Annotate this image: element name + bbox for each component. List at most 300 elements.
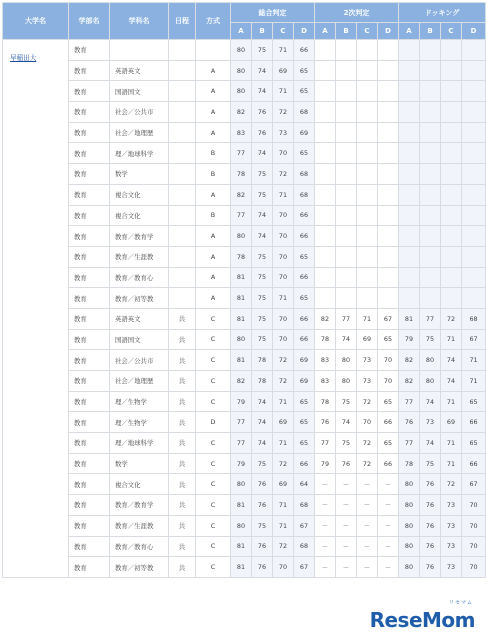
faculty-cell: 教育	[69, 184, 110, 205]
overall-score-d: 65	[294, 433, 315, 454]
second-score-c: －	[357, 474, 378, 495]
docking-score-a: 77	[399, 433, 420, 454]
schedule-cell: 共	[169, 453, 196, 474]
table-row	[3, 40, 486, 61]
docking-score-d	[462, 143, 486, 164]
docking-score-b: 80	[420, 350, 441, 371]
department-cell: 理／地球科学	[110, 143, 169, 164]
overall-score-c: 70	[273, 329, 294, 350]
docking-score-d	[462, 81, 486, 102]
docking-score-c	[441, 60, 462, 81]
overall-score-b: 76	[252, 474, 273, 495]
overall-score-a: 80	[231, 60, 252, 81]
faculty-cell: 教育	[69, 412, 110, 433]
faculty-cell: 教育	[69, 81, 110, 102]
docking-score-b	[420, 205, 441, 226]
docking-score-b: 75	[420, 329, 441, 350]
department-cell: 教育／教育学	[110, 226, 169, 247]
docking-score-d	[462, 267, 486, 288]
header-sub-c: C	[357, 23, 378, 40]
overall-score-d: 66	[294, 226, 315, 247]
second-score-a	[315, 184, 336, 205]
second-score-c: 73	[357, 371, 378, 392]
overall-score-b: 75	[252, 288, 273, 309]
second-score-b: 74	[336, 412, 357, 433]
header-sub-b: B	[336, 23, 357, 40]
second-score-d	[378, 267, 399, 288]
overall-score-d: 65	[294, 246, 315, 267]
docking-score-b	[420, 267, 441, 288]
docking-score-c: 72	[441, 474, 462, 495]
table-row	[3, 371, 486, 392]
method-cell: B	[196, 205, 231, 226]
docking-score-b: 75	[420, 453, 441, 474]
second-score-d: －	[378, 557, 399, 578]
docking-score-b: 76	[420, 536, 441, 557]
overall-score-a: 77	[231, 433, 252, 454]
schedule-cell	[169, 143, 196, 164]
table-row	[3, 557, 486, 578]
overall-score-c: 71	[273, 515, 294, 536]
second-score-b: －	[336, 557, 357, 578]
faculty-cell: 教育	[69, 267, 110, 288]
table-row	[3, 184, 486, 205]
overall-score-c: 71	[273, 391, 294, 412]
docking-score-a: 80	[399, 474, 420, 495]
overall-score-b: 75	[252, 164, 273, 185]
logo-ruby: リセマム	[449, 600, 473, 606]
overall-score-b: 74	[252, 412, 273, 433]
docking-score-c: 74	[441, 350, 462, 371]
docking-score-d: 67	[462, 474, 486, 495]
table-row	[3, 60, 486, 81]
docking-score-c	[441, 143, 462, 164]
overall-score-d: 68	[294, 102, 315, 123]
overall-score-d: 66	[294, 308, 315, 329]
overall-score-d: 66	[294, 453, 315, 474]
docking-score-b: 73	[420, 412, 441, 433]
schedule-cell: 共	[169, 371, 196, 392]
second-score-c: 72	[357, 433, 378, 454]
overall-score-a: 80	[231, 515, 252, 536]
second-score-a: 76	[315, 412, 336, 433]
faculty-cell: 教育	[69, 143, 110, 164]
overall-score-d: 65	[294, 391, 315, 412]
overall-score-a: 81	[231, 557, 252, 578]
second-score-a: 82	[315, 308, 336, 329]
docking-score-d	[462, 102, 486, 123]
department-cell: 社会／地理歴	[110, 371, 169, 392]
second-score-a: 78	[315, 329, 336, 350]
second-score-b	[336, 184, 357, 205]
method-cell: A	[196, 184, 231, 205]
second-score-c	[357, 122, 378, 143]
second-score-d	[378, 184, 399, 205]
second-score-a	[315, 122, 336, 143]
table-row	[3, 391, 486, 412]
logo-text: ReseMom	[369, 608, 475, 632]
second-score-a	[315, 288, 336, 309]
second-score-c: 70	[357, 412, 378, 433]
overall-score-c: 70	[273, 308, 294, 329]
overall-score-d: 68	[294, 164, 315, 185]
table-row	[3, 329, 486, 350]
docking-score-a: 79	[399, 329, 420, 350]
table-row	[3, 267, 486, 288]
schedule-cell: 共	[169, 536, 196, 557]
schedule-cell	[169, 246, 196, 267]
second-score-b: －	[336, 536, 357, 557]
docking-score-c: 73	[441, 495, 462, 516]
table-row	[3, 350, 486, 371]
department-cell	[110, 40, 169, 61]
overall-score-d: 65	[294, 288, 315, 309]
overall-score-d: 65	[294, 60, 315, 81]
docking-score-b: 76	[420, 474, 441, 495]
faculty-cell: 教育	[69, 433, 110, 454]
method-cell: A	[196, 102, 231, 123]
table-header	[3, 3, 486, 40]
schedule-cell: 共	[169, 308, 196, 329]
second-score-c	[357, 164, 378, 185]
schedule-cell: 共	[169, 557, 196, 578]
overall-score-b: 75	[252, 308, 273, 329]
department-cell: 理／生物学	[110, 391, 169, 412]
method-cell: D	[196, 412, 231, 433]
second-score-b	[336, 246, 357, 267]
table-row	[3, 81, 486, 102]
method-cell: C	[196, 350, 231, 371]
schedule-cell	[169, 60, 196, 81]
docking-score-a: 81	[399, 308, 420, 329]
overall-score-c: 72	[273, 453, 294, 474]
overall-score-a: 81	[231, 288, 252, 309]
overall-score-a: 80	[231, 474, 252, 495]
second-score-a	[315, 143, 336, 164]
faculty-cell: 教育	[69, 102, 110, 123]
header-department: 学科名	[110, 3, 169, 40]
docking-score-c: 73	[441, 536, 462, 557]
method-cell: A	[196, 246, 231, 267]
department-cell: 複合文化	[110, 474, 169, 495]
overall-score-d: 68	[294, 495, 315, 516]
overall-score-b: 74	[252, 391, 273, 412]
second-score-c	[357, 60, 378, 81]
department-cell: 理／地球科学	[110, 433, 169, 454]
second-score-b	[336, 205, 357, 226]
faculty-cell: 教育	[69, 371, 110, 392]
department-cell: 英語英文	[110, 308, 169, 329]
second-score-b	[336, 143, 357, 164]
method-cell: C	[196, 557, 231, 578]
schedule-cell	[169, 205, 196, 226]
docking-score-b	[420, 246, 441, 267]
docking-score-a	[399, 40, 420, 61]
overall-score-c: 70	[273, 557, 294, 578]
table-row	[3, 102, 486, 123]
second-score-a	[315, 246, 336, 267]
faculty-cell: 教育	[69, 536, 110, 557]
docking-score-d: 71	[462, 371, 486, 392]
method-cell: C	[196, 433, 231, 454]
docking-score-d: 70	[462, 536, 486, 557]
second-score-b: 76	[336, 453, 357, 474]
docking-score-a: 82	[399, 350, 420, 371]
method-cell: A	[196, 267, 231, 288]
schedule-cell: 共	[169, 495, 196, 516]
docking-score-c: 71	[441, 391, 462, 412]
department-cell: 教育／生涯教	[110, 246, 169, 267]
docking-score-d: 68	[462, 308, 486, 329]
docking-score-d: 65	[462, 391, 486, 412]
department-cell: 数学	[110, 164, 169, 185]
second-score-a: －	[315, 474, 336, 495]
second-score-a: 77	[315, 433, 336, 454]
overall-score-c: 72	[273, 102, 294, 123]
docking-score-d	[462, 122, 486, 143]
docking-score-c: 72	[441, 308, 462, 329]
overall-score-b: 78	[252, 350, 273, 371]
table-body	[3, 40, 486, 578]
table-row	[3, 495, 486, 516]
overall-score-d: 67	[294, 515, 315, 536]
overall-score-a: 77	[231, 412, 252, 433]
header-sub-a: A	[231, 23, 252, 40]
docking-score-a	[399, 122, 420, 143]
second-score-d	[378, 226, 399, 247]
score-table-container	[2, 2, 485, 578]
docking-score-c: 71	[441, 329, 462, 350]
schedule-cell: 共	[169, 391, 196, 412]
department-cell: 複合文化	[110, 184, 169, 205]
second-score-b	[336, 60, 357, 81]
docking-score-c: 71	[441, 453, 462, 474]
schedule-cell: 共	[169, 350, 196, 371]
docking-score-c	[441, 226, 462, 247]
method-cell: A	[196, 226, 231, 247]
faculty-cell: 教育	[69, 226, 110, 247]
schedule-cell	[169, 122, 196, 143]
docking-score-b: 77	[420, 308, 441, 329]
second-score-a: 83	[315, 350, 336, 371]
docking-score-b	[420, 184, 441, 205]
second-score-c: 73	[357, 350, 378, 371]
second-score-d	[378, 81, 399, 102]
docking-score-d: 70	[462, 557, 486, 578]
second-score-d: 66	[378, 453, 399, 474]
header-sub-d: D	[294, 23, 315, 40]
overall-score-a: 81	[231, 267, 252, 288]
docking-score-d	[462, 226, 486, 247]
schedule-cell: 共	[169, 329, 196, 350]
second-score-a	[315, 205, 336, 226]
docking-score-d: 66	[462, 412, 486, 433]
second-score-b	[336, 102, 357, 123]
docking-score-d	[462, 184, 486, 205]
overall-score-c: 72	[273, 536, 294, 557]
university-cell	[3, 40, 69, 578]
header-sub-c: C	[273, 23, 294, 40]
docking-score-d: 70	[462, 495, 486, 516]
docking-score-c	[441, 288, 462, 309]
faculty-cell: 教育	[69, 495, 110, 516]
department-cell: 教育／教育心	[110, 536, 169, 557]
header-sub-d: D	[462, 23, 486, 40]
docking-score-c: 71	[441, 433, 462, 454]
docking-score-a	[399, 184, 420, 205]
schedule-cell	[169, 267, 196, 288]
faculty-cell: 教育	[69, 288, 110, 309]
overall-score-a: 79	[231, 391, 252, 412]
department-cell: 社会／公共市	[110, 350, 169, 371]
docking-score-c	[441, 122, 462, 143]
docking-score-c	[441, 246, 462, 267]
university-link[interactable]: 早稲田大	[10, 54, 37, 62]
second-score-a	[315, 81, 336, 102]
method-cell: C	[196, 371, 231, 392]
second-score-b	[336, 267, 357, 288]
schedule-cell	[169, 40, 196, 61]
second-score-b	[336, 288, 357, 309]
docking-score-c: 69	[441, 412, 462, 433]
overall-score-d: 69	[294, 122, 315, 143]
second-score-d	[378, 102, 399, 123]
method-cell: C	[196, 536, 231, 557]
overall-score-c: 70	[273, 205, 294, 226]
score-table	[2, 2, 486, 578]
table-row	[3, 453, 486, 474]
table-row	[3, 288, 486, 309]
docking-score-a: 77	[399, 391, 420, 412]
method-cell: B	[196, 164, 231, 185]
overall-score-a: 81	[231, 308, 252, 329]
second-score-d: 65	[378, 329, 399, 350]
second-score-b: －	[336, 474, 357, 495]
second-score-c	[357, 267, 378, 288]
schedule-cell: 共	[169, 412, 196, 433]
docking-score-a: 76	[399, 412, 420, 433]
schedule-cell	[169, 226, 196, 247]
second-score-d: 65	[378, 433, 399, 454]
second-score-d: 70	[378, 350, 399, 371]
docking-score-d	[462, 205, 486, 226]
overall-score-a: 81	[231, 350, 252, 371]
overall-score-a: 79	[231, 453, 252, 474]
table-row	[3, 246, 486, 267]
second-score-a: 83	[315, 371, 336, 392]
overall-score-b: 76	[252, 122, 273, 143]
second-score-a: －	[315, 557, 336, 578]
second-score-c	[357, 226, 378, 247]
second-score-a	[315, 267, 336, 288]
second-score-d	[378, 246, 399, 267]
second-score-b	[336, 81, 357, 102]
docking-score-d	[462, 246, 486, 267]
docking-score-a: 80	[399, 557, 420, 578]
overall-score-a: 81	[231, 536, 252, 557]
department-cell: 国語国文	[110, 81, 169, 102]
docking-score-b	[420, 143, 441, 164]
method-cell: A	[196, 288, 231, 309]
overall-score-c: 71	[273, 495, 294, 516]
second-score-c	[357, 102, 378, 123]
overall-score-b: 76	[252, 536, 273, 557]
table-row	[3, 226, 486, 247]
docking-score-a: 78	[399, 453, 420, 474]
faculty-cell: 教育	[69, 329, 110, 350]
second-score-c	[357, 143, 378, 164]
docking-score-a	[399, 205, 420, 226]
faculty-cell: 教育	[69, 453, 110, 474]
department-cell: 教育／教育心	[110, 267, 169, 288]
overall-score-b: 75	[252, 453, 273, 474]
second-score-a: －	[315, 495, 336, 516]
second-score-d: 66	[378, 412, 399, 433]
overall-score-b: 75	[252, 329, 273, 350]
second-score-b	[336, 226, 357, 247]
second-score-a	[315, 164, 336, 185]
overall-score-b: 76	[252, 102, 273, 123]
second-score-d	[378, 40, 399, 61]
method-cell: C	[196, 515, 231, 536]
second-score-d: 65	[378, 391, 399, 412]
docking-score-b	[420, 122, 441, 143]
second-score-d: 70	[378, 371, 399, 392]
method-cell: A	[196, 81, 231, 102]
docking-score-a: 80	[399, 536, 420, 557]
overall-score-a: 80	[231, 81, 252, 102]
overall-score-c: 71	[273, 433, 294, 454]
department-cell: 教育／初等教	[110, 557, 169, 578]
overall-score-b: 75	[252, 184, 273, 205]
second-score-a	[315, 102, 336, 123]
overall-score-b: 76	[252, 495, 273, 516]
department-cell: 社会／公共市	[110, 102, 169, 123]
docking-score-a	[399, 246, 420, 267]
overall-score-b: 74	[252, 433, 273, 454]
docking-score-b	[420, 60, 441, 81]
header-faculty: 学部名	[69, 3, 110, 40]
second-score-a	[315, 60, 336, 81]
second-score-d: －	[378, 536, 399, 557]
overall-score-a: 80	[231, 226, 252, 247]
method-cell: C	[196, 391, 231, 412]
faculty-cell: 教育	[69, 474, 110, 495]
overall-score-c: 70	[273, 226, 294, 247]
docking-score-a	[399, 267, 420, 288]
table-row	[3, 536, 486, 557]
second-score-d: －	[378, 474, 399, 495]
header-method: 方式	[196, 3, 231, 40]
department-cell: 理／生物学	[110, 412, 169, 433]
second-score-c: －	[357, 515, 378, 536]
docking-score-c	[441, 81, 462, 102]
docking-score-b: 76	[420, 515, 441, 536]
table-row	[3, 308, 486, 329]
second-score-b: 77	[336, 308, 357, 329]
overall-score-b: 74	[252, 81, 273, 102]
docking-score-d: 70	[462, 515, 486, 536]
docking-score-a	[399, 288, 420, 309]
header-sub-c: C	[441, 23, 462, 40]
docking-score-d: 67	[462, 329, 486, 350]
overall-score-a: 81	[231, 495, 252, 516]
department-cell: 数学	[110, 453, 169, 474]
docking-score-b: 74	[420, 433, 441, 454]
method-cell: A	[196, 122, 231, 143]
overall-score-d: 66	[294, 329, 315, 350]
department-cell: 英語英文	[110, 60, 169, 81]
